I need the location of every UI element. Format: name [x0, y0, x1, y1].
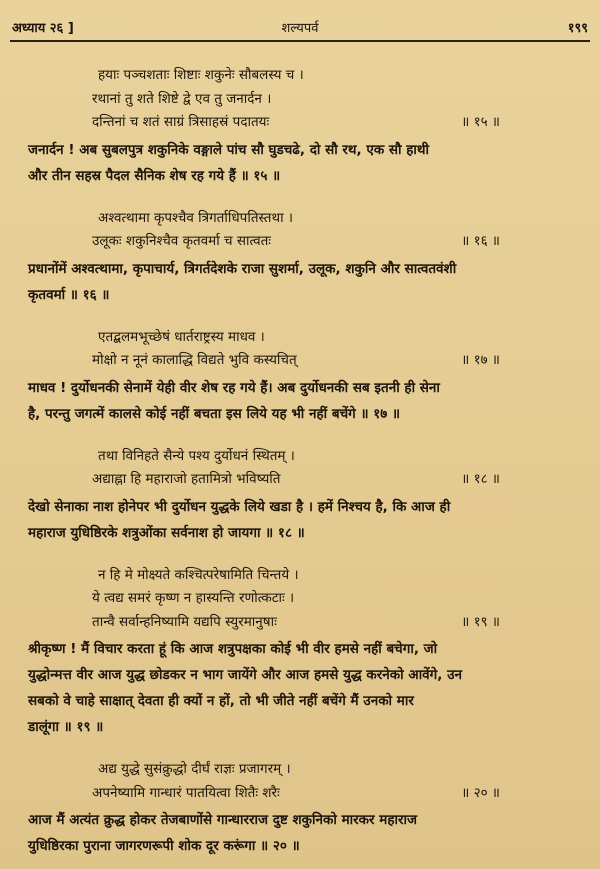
shloka-block — [28, 564, 590, 741]
sanskrit-verse — [28, 64, 590, 135]
verse-line: न हि मे मोक्ष्यते कश्चित्परेषामिति चिन्तये । — [98, 566, 299, 583]
hindi-translation — [28, 636, 590, 740]
shloka-block — [28, 445, 590, 546]
translation-line: युद्धोन्मत्त वीर आज युद्ध छोडकर न भाग जायेंगे और आज हमसे युद्ध करनेको आवेंगे, उन — [28, 667, 462, 683]
sanskrit-verse — [28, 758, 590, 805]
verse-line — [28, 468, 590, 492]
translation-line: डालूंगा ॥ १९ ॥ — [28, 719, 104, 735]
translation-line: सबको वे चाहे साक्षात् देवता ही क्यों न हों, तो भी जीते नहीं बचेंगे मैं उनको मार — [28, 693, 414, 709]
hindi-translation — [28, 137, 590, 189]
verse-line — [28, 111, 590, 135]
verse-line: हयाः पञ्चशताः शिष्टाः शकुनेः सौबलस्य च । — [98, 67, 304, 83]
shloka-block — [28, 64, 590, 189]
section-title: शल्यपर्व — [281, 21, 319, 36]
sanskrit-verse — [28, 445, 590, 492]
verse-line — [28, 230, 590, 254]
translation-line: देखो सेनाका नाश होनेपर भी दुर्योधन युद्धके लिये खडा है । हमें निश्चय है, कि आज ही — [28, 498, 451, 515]
translation-line: प्रधानोंमें अश्वत्थामा, कृपाचार्य, त्रिगर्तदेशके राजा सुशर्मा, उलूक, शकुनि और सात्वतवंशी — [28, 260, 457, 277]
verse-line — [28, 349, 590, 373]
verse-number: ॥ १९ ॥ — [461, 613, 500, 630]
verse-number: ॥ २० ॥ — [461, 784, 500, 801]
translation-line: आज मैं अत्यंत क्रुद्ध होकर तेजबाणोंसे गान्धारराज दुष्ट शकुनिको मारकर महाराज — [28, 812, 418, 828]
translation-line: कृतवर्मा ॥ १६ ॥ — [28, 286, 110, 303]
verse-line: रथानां तु शते शिष्टे द्वे एव तु जनार्दन । — [92, 90, 272, 107]
verse-line-text: तान्वै सर्वान्हनिष्यामि यद्यपि स्युरमानुषाः — [92, 613, 277, 630]
verse-line — [28, 611, 590, 635]
translation-line: माधव ! दुर्योधनकी सेनामें येही वीर शेष रह गये हैं। अब दुर्योधनकी सब इतनी ही सेना — [28, 379, 440, 396]
page-header — [0, 18, 600, 42]
verse-line: तथा विनिहते सैन्ये पश्य दुर्योधनं स्थितम् । — [98, 447, 295, 464]
verse-line: अद्य युद्धे सुसंक्रुद्धो दीर्घं राज्ञः प्रजागरम् । — [98, 761, 291, 777]
sanskrit-verse — [28, 564, 590, 635]
verse-number: ॥ १६ ॥ — [461, 233, 500, 249]
translation-line: जनार्दन ! अब सुबलपुत्र शकुनिके वङ्गाले पांच सौ घुडचढे, दो सौ रथ, एक सौ हाथी — [28, 141, 430, 158]
shloka-block — [28, 758, 590, 859]
sanskrit-verse — [28, 207, 590, 254]
translation-line: श्रीकृष्ण ! मैं विचार करता हूं कि आज शत्रुपक्षका कोई भी वीर हमसे नहीं बचेगा, जो — [28, 641, 438, 657]
shloka-block — [28, 326, 590, 427]
page-content — [28, 64, 590, 859]
verse-line: ये त्वद्य समरं कृष्ण न हास्यन्ति रणोत्कटाः । — [92, 590, 295, 606]
verse-line-text: उलूकः शकुनिश्चैव कृतवर्मा च सात्वतः — [92, 233, 272, 249]
verse-number: ॥ १५ ॥ — [461, 114, 500, 130]
page-number: १९९ — [567, 21, 588, 36]
header-rule — [10, 40, 590, 42]
verse-line: अश्वत्थामा कृपश्चैव त्रिगर्ताधिपतिस्तथा । — [98, 209, 294, 226]
hindi-translation — [28, 494, 590, 546]
translation-line: है, परन्तु जगत्में कालसे कोई नहीं बचता इस लिये यह भी नहीं बचेंगे ॥ १७ ॥ — [28, 405, 401, 422]
translation-line: युधिष्ठिरका पुराना जागरणरूपी शोक दूर करूंगा ॥ २० ॥ — [28, 838, 300, 854]
verse-line-text: दन्तिनां च शतं साग्रं त्रिसाहस्रं पदातयः — [92, 114, 270, 130]
chapter-label: अध्याय २६ ] — [12, 21, 74, 36]
verse-number: ॥ १७ ॥ — [461, 352, 500, 368]
hindi-translation — [28, 375, 590, 427]
hindi-translation — [28, 256, 590, 308]
sanskrit-verse — [28, 326, 590, 373]
verse-line: एतद्बलमभूच्छेषं धार्तराष्ट्रस्य माधव । — [98, 328, 265, 345]
verse-line-text: अपनेष्यामि गान्धारं पातयित्वा शितैः शरैः — [92, 784, 280, 801]
verse-line — [28, 782, 590, 806]
verse-line-text: अद्याह्ना हि महाराजो हतामित्रो भविष्यति — [92, 471, 281, 487]
shloka-block — [28, 207, 590, 308]
hindi-translation — [28, 807, 590, 859]
verse-number: ॥ १८ ॥ — [461, 471, 500, 487]
verse-line-text: मोक्षो न नूनं कालाद्धि विद्यते भुवि कस्यचित् — [92, 352, 297, 368]
translation-line: महाराज युधिष्ठिरके शत्रुओंका सर्वनाश हो जायगा ॥ १८ ॥ — [28, 524, 305, 541]
translation-line: और तीन सहस्र पैदल सैनिक शेष रह गये हैं ॥ १५ ॥ — [28, 167, 281, 184]
